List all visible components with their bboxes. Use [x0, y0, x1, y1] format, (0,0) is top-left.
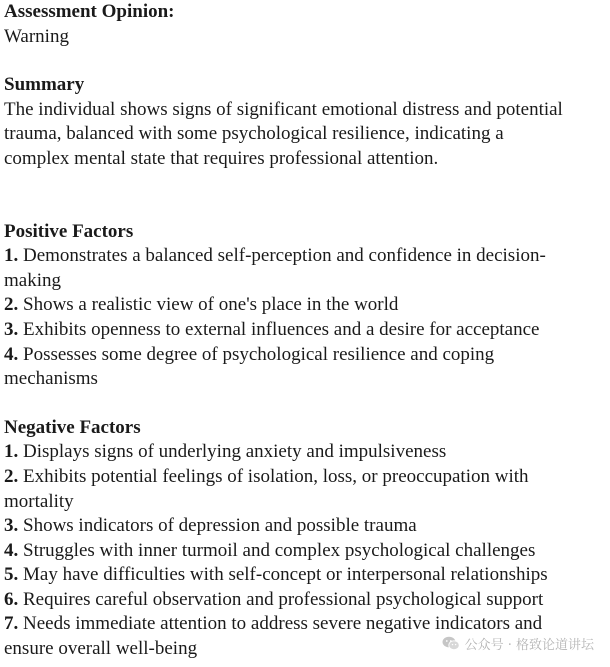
wechat-icon	[442, 636, 460, 651]
item-text: mechanisms	[4, 368, 98, 390]
list-item	[4, 539, 608, 564]
item-number: 7.	[4, 613, 19, 635]
watermark	[442, 634, 594, 653]
list-item	[4, 318, 608, 343]
spacer	[4, 392, 608, 416]
summary-line: The individual shows signs of significant emotional distress and potential	[4, 98, 563, 120]
list-item	[4, 293, 608, 318]
item-text: Displays signs of underlying anxiety and impulsiveness	[18, 441, 447, 463]
list-item	[4, 440, 608, 465]
summary-heading: Summary	[4, 74, 85, 96]
item-text: Shows indicators of depression and possible trauma	[18, 515, 417, 537]
item-number: 4.	[4, 343, 19, 365]
item-text: May have difficulties with self-concept or interpersonal relationships	[18, 564, 548, 586]
item-text: Possesses some degree of psychological resilience and coping	[18, 343, 495, 365]
item-text: Exhibits potential feelings of isolation, loss, or preoccupation with	[18, 465, 529, 487]
item-text: Struggles with inner turmoil and complex psychological challenges	[18, 539, 536, 561]
item-number: 2.	[4, 465, 19, 487]
item-text: Exhibits openness to external influences and a desire for acceptance	[18, 318, 540, 340]
item-text: Demonstrates a balanced self-perception and confidence in decision-	[18, 245, 546, 267]
document	[4, 0, 608, 662]
spacer	[4, 172, 608, 220]
item-number: 3.	[4, 318, 19, 340]
assessment-heading: Assessment Opinion:	[4, 1, 175, 22]
list-item	[4, 514, 608, 539]
item-text: ensure overall well-being	[4, 638, 198, 660]
item-number: 5.	[4, 564, 19, 586]
summary-line: trauma, balanced with some psychological resilience, indicating a	[4, 123, 504, 145]
summary-section	[4, 73, 608, 171]
list-item	[4, 563, 608, 588]
positive-factors-section	[4, 220, 608, 392]
item-text: Shows a realistic view of one's place in the world	[18, 294, 399, 316]
list-item	[4, 343, 608, 392]
item-number: 1.	[4, 441, 19, 463]
item-number: 1.	[4, 245, 19, 267]
assessment-value: Warning	[4, 25, 69, 47]
item-text: mortality	[4, 490, 74, 512]
positive-factors-heading: Positive Factors	[4, 220, 134, 242]
item-number: 3.	[4, 515, 19, 537]
spacer	[4, 49, 608, 73]
item-number: 6.	[4, 588, 19, 610]
item-text: making	[4, 269, 61, 291]
list-item	[4, 588, 608, 613]
negative-factors-section	[4, 416, 608, 662]
item-text: Requires careful observation and professional psychological support	[18, 588, 544, 610]
summary-line: complex mental state that requires professional attention.	[4, 147, 439, 169]
item-number: 2.	[4, 294, 19, 316]
list-item	[4, 244, 608, 293]
item-text: Needs immediate attention to address severe negative indicators and	[18, 613, 543, 635]
negative-factors-heading: Negative Factors	[4, 416, 141, 438]
watermark-text: 公众号 · 格致论道讲坛	[464, 638, 594, 653]
list-item	[4, 465, 608, 514]
item-number: 4.	[4, 539, 19, 561]
assessment-section	[4, 0, 608, 49]
